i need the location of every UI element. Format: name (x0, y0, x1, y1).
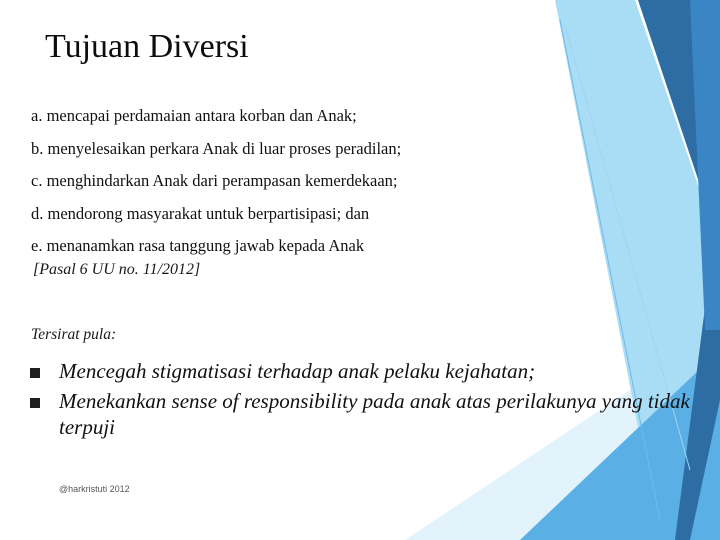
goal-item-d: d. mendorong masyarakat untuk berpartisipasi; dan (31, 203, 370, 223)
goal-item-e: e. menanamkan rasa tanggung jawab kepada Anak (31, 236, 365, 255)
goal-item-a: a. mencapai perdamaian antara korban dan Anak; (31, 106, 357, 125)
bullet-text: Menekankan sense of responsibility pada anak atas perilakunya yang tidak terpuji (59, 389, 690, 439)
bullet-text: Mencegah stigmatisasi terhadap anak pelaku kejahatan; (59, 359, 536, 383)
goals-list (31, 104, 471, 267)
implied-bullets-list (30, 358, 690, 444)
bullet-item (30, 358, 690, 384)
footer-credit: @harkristuti 2012 (59, 484, 130, 494)
square-bullet-icon (30, 398, 40, 408)
legal-source-citation: [Pasal 6 UU no. 11/2012] (33, 261, 201, 278)
goal-item-c: c. menghindarkan Anak dari perampasan kemerdekaan; (31, 171, 398, 190)
goal-item-b: b. menyelesaikan perkara Anak di luar proses peradilan; (31, 138, 402, 158)
slide-title: Tujuan Diversi (45, 28, 249, 65)
bullet-item (30, 388, 690, 440)
subheading: Tersirat pula: (31, 326, 117, 343)
square-bullet-icon (30, 368, 40, 378)
